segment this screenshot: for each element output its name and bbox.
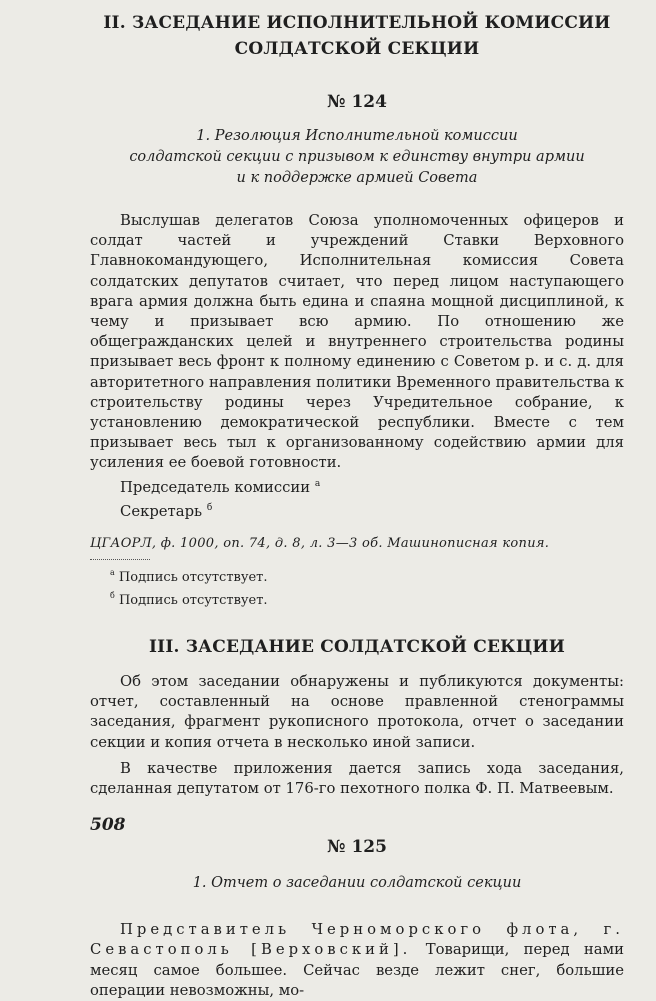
footnote-a-mark: а bbox=[110, 568, 115, 578]
section-3-paragraph-1: Об этом заседании обнаружены и публикуются документы: отчет, составленный на основе правленной стенограммы заседания, фрагмент рукописного протокола, отчет о заседании секции и копия отчета в несколько иной записи. bbox=[90, 673, 624, 751]
secretary-label: Секретарь bbox=[120, 502, 203, 520]
archive-source: ЦГАОРЛ, ф. 1000, оп. 74, д. 8, л. 3—3 об. Машинописная копия. bbox=[90, 536, 550, 552]
section-2-line-1: II. ЗАСЕДАНИЕ ИСПОЛНИТЕЛЬНОЙ КОМИССИИ bbox=[103, 13, 611, 33]
footnote-a bbox=[90, 564, 624, 587]
document-125-title: 1. Отчет о заседании солдатской секции bbox=[192, 875, 522, 892]
footnote-a-text: Подпись отсутствует. bbox=[118, 570, 268, 586]
document-124-title-line-2: солдатской секции с призывом к единству внутри армии bbox=[129, 149, 585, 165]
footnote-b-mark: б bbox=[110, 591, 115, 601]
chairman-footnote-mark: а bbox=[314, 478, 321, 489]
footnote-b-text: Подпись отсутствует. bbox=[118, 593, 268, 609]
section-2-line-2: СОЛДАТСКОЙ СЕКЦИИ bbox=[234, 39, 480, 59]
chairman-label: Председатель комиссии bbox=[120, 478, 311, 496]
document-124-title bbox=[90, 126, 624, 189]
document-124-number: № 124 bbox=[327, 92, 387, 112]
secretary-signature bbox=[90, 498, 624, 522]
page-number: 508 bbox=[90, 815, 126, 835]
footnote-divider bbox=[90, 559, 150, 560]
chairman-signature bbox=[90, 474, 624, 498]
section-3-paragraph-2: В качестве приложения дается запись хода заседания, сделанная депутатом от 176-го пехотного полка Ф. П. Матвеевым. bbox=[90, 759, 624, 798]
resolution-text: Выслушав делегатов Союза уполномоченных офицеров и солдат частей и учреждений Ставки Верховного Главнокомандующего, Исполнительная комиссия Совета солдатских депутатов считает, что перед лицом наступающего врага армия должна быть едина и спаяна мощной дисциплиной, к чему и призывает всю армию. По отношению же общегражданских целей и внутреннего строительства родины призывает весь фронт к полному единению с Советом р. и с. д. для авторитетного направления политики Временного правительства к строительству родины через Учредительное собрание, к установлению демократической республики. Вместе с тем призывает весь тыл к организованному содействию армии для усиления ее боевой готовности. bbox=[90, 212, 624, 472]
document-124-title-line-1: 1. Резолюция Исполнительной комиссии bbox=[196, 128, 518, 144]
speaker-name: Представитель Черноморского флота, г. Севастополь [Верховский]. bbox=[90, 921, 624, 959]
document-124-title-line-3: и к поддержке армией Совета bbox=[236, 170, 478, 186]
footnote-b bbox=[90, 587, 624, 610]
report-text bbox=[90, 920, 624, 1001]
section-3-heading: III. ЗАСЕДАНИЕ СОЛДАТСКОЙ СЕКЦИИ bbox=[149, 637, 565, 658]
document-page bbox=[0, 10, 656, 999]
section-2-heading bbox=[90, 10, 624, 62]
secretary-footnote-mark: б bbox=[206, 502, 213, 513]
speech-text: Товарищи, перед нами месяц самое большее. Сейчас везде лежит снег, большие операции невозможны, мо- bbox=[90, 941, 624, 999]
document-125-number: № 125 bbox=[327, 837, 387, 858]
